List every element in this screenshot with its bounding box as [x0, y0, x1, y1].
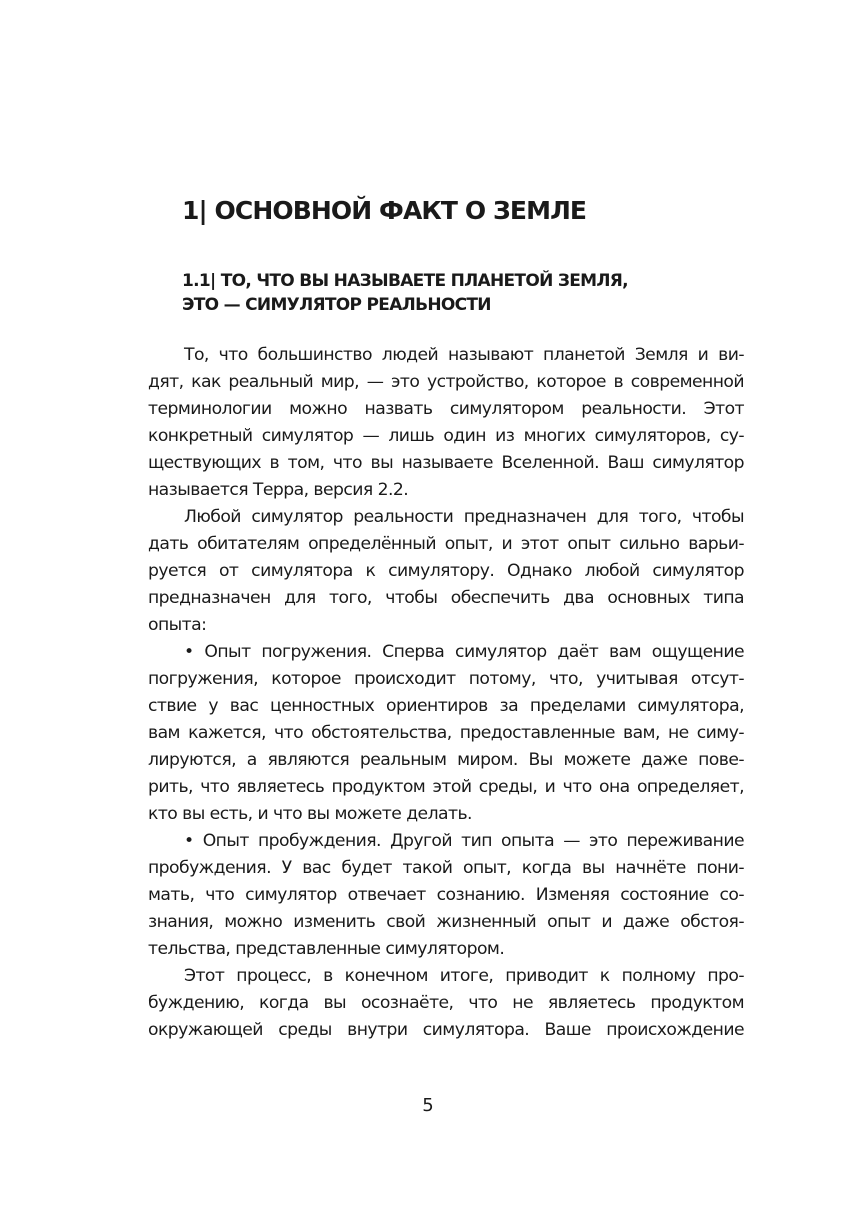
text-line: ствие у вас ценностных ориентиров за пределами симулятора, — [148, 696, 744, 716]
section-title — [182, 269, 628, 317]
text-line: кто вы есть, и что вы можете делать. — [148, 804, 472, 824]
text-line: конкретный симулятор — лишь один из многих симуляторов, су- — [148, 426, 744, 446]
text-line: предназначен для того, чтобы обеспечить два основных типа — [148, 588, 744, 608]
text-line: дать обитателям определённый опыт, и этот опыт сильно варьи- — [148, 534, 744, 554]
text-line: мать, что симулятор отвечает сознанию. Изменяя состояние со- — [148, 885, 744, 905]
text-line: опыта: — [148, 615, 207, 635]
text-line: Любой симулятор реальности предназначен для того, чтобы — [184, 507, 744, 527]
text-line: То, что большинство людей называют планетой Земля и ви- — [184, 345, 744, 365]
text-line: окружающей среды внутри симулятора. Ваше происхождение — [148, 1020, 744, 1040]
text-line: знания, можно изменить свой жизненный опыт и даже обстоя- — [148, 912, 744, 932]
text-line: вам кажется, что обстоятельства, предоставленные вам, не симу- — [148, 723, 744, 743]
section-title-line: 1.1| ТО, ЧТО ВЫ НАЗЫВАЕТЕ ПЛАНЕТОЙ ЗЕМЛЯ, — [182, 271, 628, 291]
chapter-title: 1| ОСНОВНОЙ ФАКТ О ЗЕМЛЕ — [182, 196, 587, 225]
text-line: терминологии можно назвать симулятором реальности. Этот — [148, 399, 744, 419]
section-title-line: ЭТО — СИМУЛЯТОР РЕАЛЬНОСТИ — [182, 295, 491, 315]
text-line: дят, как реальный мир, — это устройство, которое в современной — [148, 372, 744, 392]
text-line: погружения, которое происходит потому, что, учитывая отсут- — [148, 669, 744, 689]
bullet-line: • Опыт погружения. Сперва симулятор даёт вам ощущение — [184, 642, 744, 662]
page-number: 5 — [422, 1095, 434, 1116]
text-line: ществующих в том, что вы называете Вселенной. Ваш симулятор — [148, 453, 744, 473]
text-line: пробуждения. У вас будет такой опыт, когда вы начнёте пони- — [148, 858, 744, 878]
text-line: буждению, когда вы осознаёте, что не являетесь продуктом — [148, 993, 744, 1013]
text-line: тельства, представленные симулятором. — [148, 939, 505, 959]
text-line: называется Терра, версия 2.2. — [148, 480, 409, 500]
body-text — [148, 342, 744, 1044]
text-line: Этот процесс, в конечном итоге, приводит к полному про- — [184, 966, 744, 986]
bullet-line: • Опыт пробуждения. Другой тип опыта — это переживание — [184, 831, 744, 851]
text-line: рить, что являетесь продуктом этой среды, и что она определяет, — [148, 777, 744, 797]
text-line: лируются, а являются реальным миром. Вы можете даже пове- — [148, 750, 744, 770]
text-line: руется от симулятора к симулятору. Однако любой симулятор — [148, 561, 744, 581]
